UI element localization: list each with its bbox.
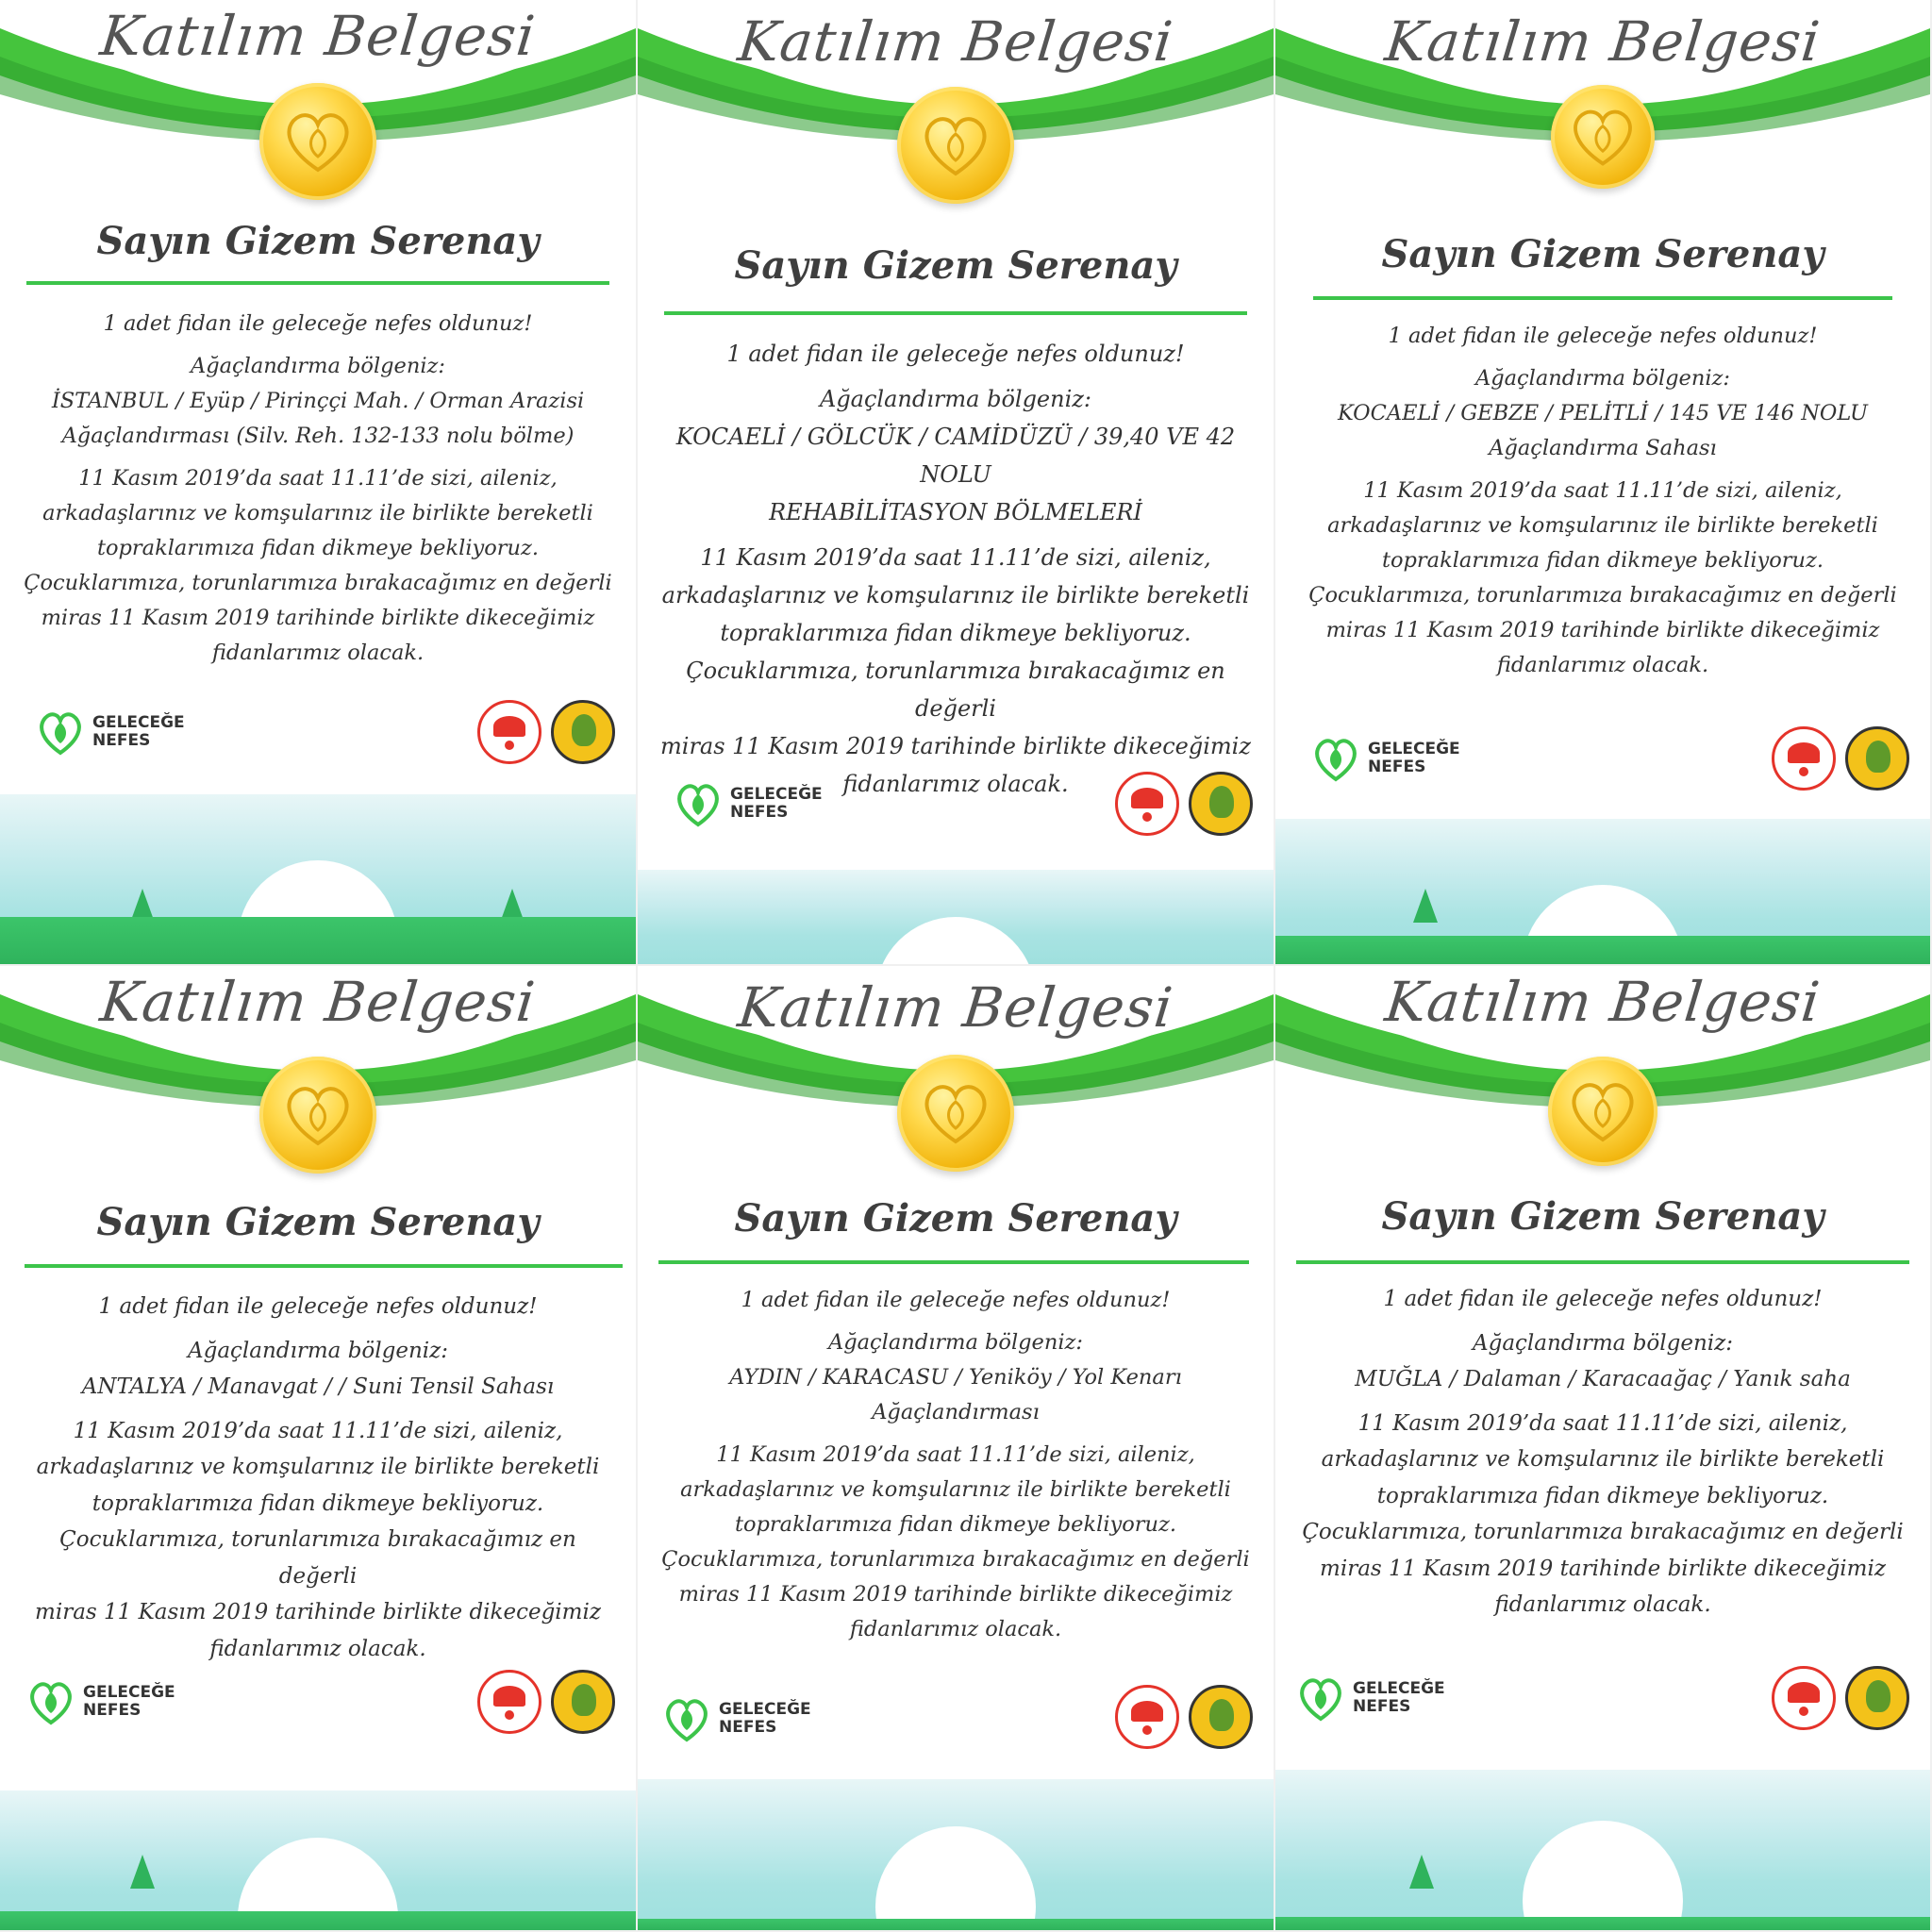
- recipient-name: Sayın Gizem Serenay: [96, 219, 540, 263]
- recipient-name: Sayın Gizem Serenay: [1381, 232, 1824, 276]
- logo-word-1: GELECEĞE: [719, 1700, 811, 1719]
- forestry-seal-icon: [1845, 726, 1909, 791]
- ministry-seal-icon: [1115, 772, 1179, 836]
- certificate-title: Katılım Belgesi: [1382, 970, 1824, 1034]
- forestry-seal-icon: [551, 1670, 615, 1734]
- certificate-title: Katılım Belgesi: [735, 9, 1176, 74]
- recipient-name: Sayın Gizem Serenay: [734, 1196, 1177, 1241]
- landscape-illustration: [638, 870, 1274, 964]
- heart-leaf-icon: [1311, 734, 1360, 783]
- gelecege-nefes-logo: [1296, 1674, 1445, 1723]
- green-divider: [1313, 296, 1892, 300]
- partner-seals: [477, 1670, 615, 1734]
- region-value: ANTALYA / Manavgat / / Suni Tensil Sahası: [81, 1374, 555, 1399]
- gold-medal-icon: [897, 87, 1014, 204]
- logo-word-2: NEFES: [730, 803, 789, 822]
- invitation-text: 11 Kasım 2019’da saat 11.11’de sizi, aileniz, arkadaşlarınız ve komşularınız ile birlikte bereketli topraklarımıza fidan dikmeye bekliyoruz. Çocuklarımıza, torunlarımıza bırakacağımız en değerli miras 11 Kasım 2019 tarihinde birlikte dikeceğimiz fidanlarımız olacak.: [660, 544, 1251, 797]
- sun-shape: [1523, 1821, 1683, 1930]
- green-divider: [664, 311, 1247, 315]
- logo-word-1: GELECEĞE: [730, 785, 823, 804]
- forestry-seal-icon: [1189, 1685, 1253, 1749]
- certificate-card: [638, 0, 1275, 966]
- landscape-illustration: [1275, 1770, 1930, 1930]
- logo-word-1: GELECEĞE: [92, 713, 185, 732]
- ground-shape: [0, 917, 636, 964]
- heart-leaf-icon: [674, 779, 723, 828]
- region-value: İSTANBUL / Eyüp / Pirinççi Mah. / Orman Arazisi Ağaçlandırması (Silv. Reh. 132-133 nolu bölme): [51, 389, 585, 448]
- certificate-card: [1275, 0, 1932, 966]
- landscape-illustration: [0, 1790, 636, 1930]
- heart-leaf-icon: [662, 1694, 711, 1743]
- invitation-text: 11 Kasım 2019’da saat 11.11’de sizi, aileniz, arkadaşlarınız ve komşularınız ile birlikte bereketli topraklarımıza fidan dikmeye bekliyoruz. Çocuklarımıza, torunlarımıza bırakacağımız en değerli miras 11 Kasım 2019 tarihinde birlikte dikeceğimiz fidanlarımız olacak.: [35, 1418, 601, 1661]
- region-value: MUĞLA / Dalaman / Karacaağaç / Yanık saha: [1355, 1367, 1851, 1391]
- ground-shape: [638, 1919, 1274, 1930]
- certificate-title: Katılım Belgesi: [97, 4, 539, 68]
- green-divider: [1296, 1260, 1909, 1264]
- ministry-seal-icon: [1772, 1666, 1836, 1730]
- certificate-body: [660, 1283, 1251, 1655]
- ground-shape: [1275, 1917, 1930, 1930]
- invitation-text: 11 Kasım 2019’da saat 11.11’de sizi, aileniz, arkadaşlarınız ve komşularınız ile birlikte bereketli topraklarımıza fidan dikmeye bekliyoruz. Çocuklarımıza, torunlarımıza bırakacağımız en değerli miras 11 Kasım 2019 tarihinde birlikte dikeceğimiz fidanlarımız olacak.: [24, 466, 612, 665]
- heart-leaf-icon: [36, 708, 85, 757]
- ministry-seal-icon: [477, 1670, 541, 1734]
- logo-word-1: GELECEĞE: [1353, 1679, 1445, 1698]
- gold-medal-icon: [1548, 1057, 1657, 1166]
- partner-seals: [1115, 772, 1253, 836]
- logo-word-2: NEFES: [92, 731, 151, 750]
- heart-leaf-icon: [1296, 1674, 1345, 1723]
- ministry-seal-icon: [1115, 1685, 1179, 1749]
- gold-medal-icon: [897, 1055, 1014, 1172]
- logo-word-1: GELECEĞE: [83, 1683, 175, 1702]
- logo-word-2: NEFES: [1353, 1697, 1411, 1716]
- landscape-illustration: [638, 1779, 1274, 1930]
- certificate-body: [23, 307, 613, 678]
- region-label: Ağaçlandırma bölgeniz:: [1474, 366, 1730, 391]
- sun-shape: [875, 917, 1036, 964]
- gold-medal-icon: [259, 83, 376, 200]
- landscape-illustration: [1275, 819, 1930, 964]
- invitation-text: 11 Kasım 2019’da saat 11.11’de sizi, aileniz, arkadaşlarınız ve komşularınız ile birlikte bereketli topraklarımıza fidan dikmeye bekliyoruz. Çocuklarımıza, torunlarımıza bırakacağımız en değerli miras 11 Kasım 2019 tarihinde birlikte dikeceğimiz fidanlarımız olacak.: [1302, 1410, 1904, 1617]
- partner-seals: [1772, 726, 1909, 791]
- region-label: Ağaçlandırma bölgeniz:: [819, 386, 1091, 412]
- partner-seals: [1772, 1666, 1909, 1730]
- certificate-title: Katılım Belgesi: [97, 970, 539, 1034]
- ground-shape: [1275, 936, 1930, 964]
- sapling-line: 1 adet fidan ile geleceğe nefes oldunuz!: [1388, 324, 1818, 348]
- logo-word-2: NEFES: [719, 1718, 777, 1737]
- forestry-seal-icon: [551, 700, 615, 764]
- sapling-line: 1 adet fidan ile geleceğe nefes oldunuz!: [103, 311, 533, 336]
- heart-leaf-icon: [26, 1677, 75, 1726]
- gelecege-nefes-logo: [674, 779, 823, 828]
- partner-seals: [477, 700, 615, 764]
- ministry-seal-icon: [1772, 726, 1836, 791]
- certificate-body: [1298, 319, 1907, 691]
- gelecege-nefes-logo: [26, 1677, 175, 1726]
- forestry-seal-icon: [1189, 772, 1253, 836]
- logo-word-2: NEFES: [1368, 758, 1426, 776]
- green-divider: [26, 281, 609, 285]
- certificate-card: [0, 966, 638, 1932]
- landscape-illustration: [0, 794, 636, 964]
- tree-shape: [1409, 1855, 1434, 1889]
- region-value: KOCAELİ / GEBZE / PELİTLİ / 145 VE 146 NOLU Ağaçlandırma Sahası: [1337, 401, 1869, 460]
- sapling-line: 1 adet fidan ile geleceğe nefes oldunuz!: [1383, 1287, 1823, 1311]
- sapling-line: 1 adet fidan ile geleceğe nefes oldunuz!: [726, 341, 1185, 367]
- invitation-text: 11 Kasım 2019’da saat 11.11’de sizi, aileniz, arkadaşlarınız ve komşularınız ile birlikte bereketli topraklarımıza fidan dikmeye bekliyoruz. Çocuklarımıza, torunlarımıza bırakacağımız en değerli miras 11 Kasım 2019 tarihinde birlikte dikeceğimiz fidanlarımız olacak.: [1308, 478, 1897, 677]
- certificate-card: [638, 966, 1275, 1932]
- green-divider: [658, 1260, 1249, 1264]
- recipient-name: Sayın Gizem Serenay: [96, 1200, 540, 1244]
- logo-word-1: GELECEĞE: [1368, 740, 1460, 758]
- region-value: KOCAELİ / GÖLCÜK / CAMİDÜZÜ / 39,40 VE 42 NOLU REHABİLİTASYON BÖLMELERİ: [675, 424, 1236, 525]
- partner-seals: [1115, 1685, 1253, 1749]
- recipient-name: Sayın Gizem Serenay: [734, 243, 1177, 288]
- certificate-body: [1298, 1281, 1907, 1631]
- gelecege-nefes-logo: [662, 1694, 811, 1743]
- region-label: Ağaçlandırma bölgeniz:: [187, 1338, 448, 1363]
- region-label: Ağaçlandırma bölgeniz:: [1472, 1330, 1733, 1356]
- certificate-card: [1275, 966, 1932, 1932]
- tree-shape: [1413, 889, 1438, 923]
- forestry-seal-icon: [1845, 1666, 1909, 1730]
- gelecege-nefes-logo: [36, 708, 185, 757]
- sun-shape: [875, 1826, 1036, 1930]
- invitation-text: 11 Kasım 2019’da saat 11.11’de sizi, aileniz, arkadaşlarınız ve komşularınız ile birlikte bereketli topraklarımıza fidan dikmeye bekliyoruz. Çocuklarımıza, torunlarımıza bırakacağımız en değerli miras 11 Kasım 2019 tarihinde birlikte dikeceğimiz fidanlarımız olacak.: [661, 1442, 1250, 1641]
- sapling-line: 1 adet fidan ile geleceğe nefes oldunuz!: [741, 1288, 1171, 1312]
- certificate-title: Katılım Belgesi: [1382, 9, 1824, 74]
- tree-shape: [130, 1855, 155, 1889]
- region-value: AYDIN / KARACASU / Yeniköy / Yol Kenarı Ağaçlandırması: [729, 1365, 1182, 1424]
- certificate-title: Katılım Belgesi: [735, 975, 1176, 1040]
- recipient-name: Sayın Gizem Serenay: [1381, 1194, 1824, 1239]
- region-label: Ağaçlandırma bölgeniz:: [190, 354, 445, 378]
- sapling-line: 1 adet fidan ile geleceğe nefes oldunuz!: [98, 1294, 538, 1319]
- region-label: Ağaçlandırma bölgeniz:: [827, 1330, 1083, 1355]
- certificate-body: [660, 335, 1251, 810]
- gold-medal-icon: [1551, 85, 1655, 189]
- certificate-card: [0, 0, 638, 966]
- green-divider: [25, 1264, 623, 1268]
- certificate-body: [23, 1289, 613, 1674]
- logo-word-2: NEFES: [83, 1701, 142, 1720]
- ground-shape: [0, 1911, 636, 1930]
- ministry-seal-icon: [477, 700, 541, 764]
- gelecege-nefes-logo: [1311, 734, 1460, 783]
- gold-medal-icon: [259, 1057, 376, 1174]
